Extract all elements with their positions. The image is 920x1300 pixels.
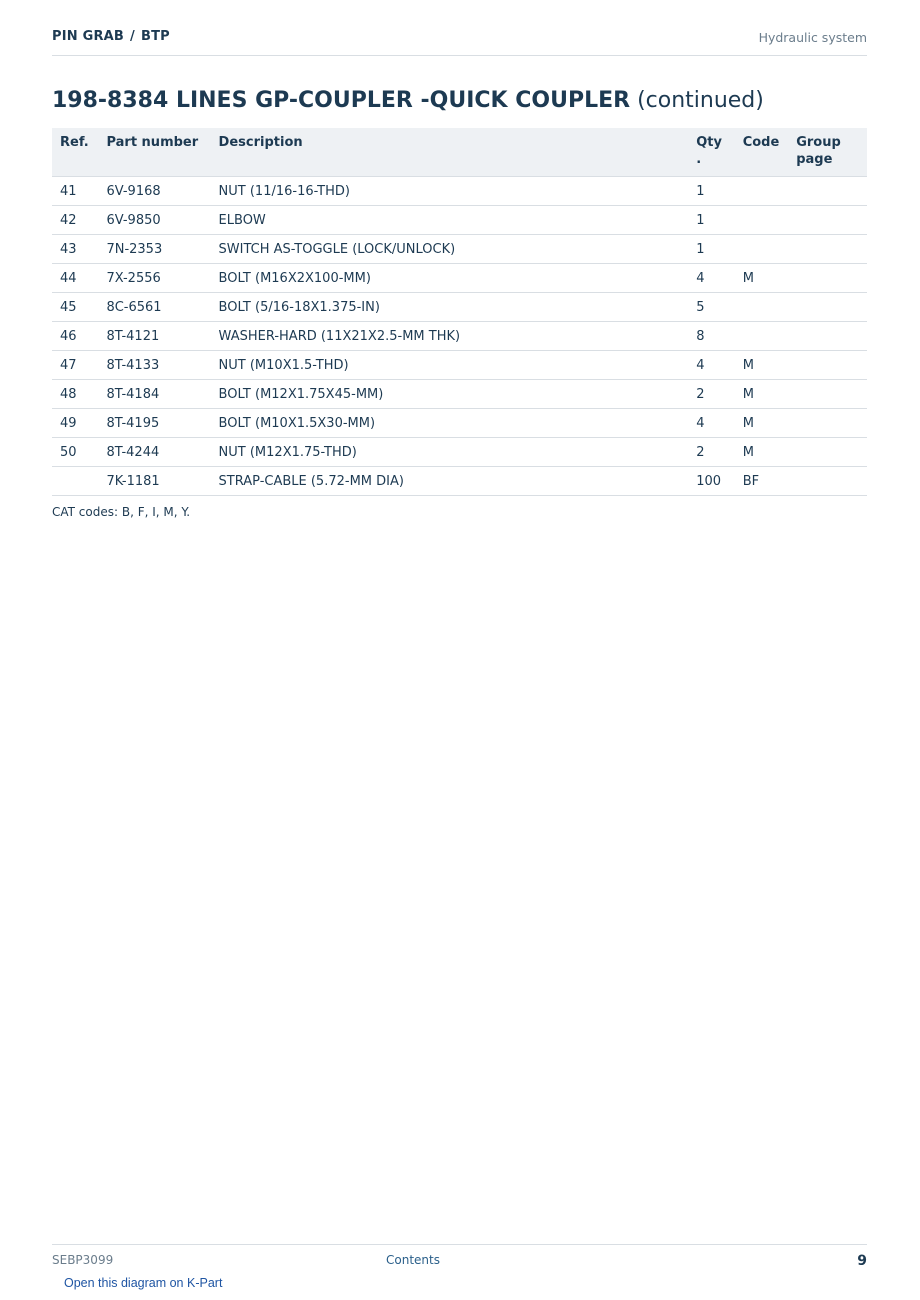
table-row — [52, 351, 867, 380]
cell-part-number: 8T-4195 — [98, 409, 210, 438]
cell-description: NUT (M10X1.5-THD) — [211, 351, 689, 380]
cell-code: M — [735, 438, 789, 467]
cell-qty: 8 — [688, 322, 734, 351]
cell-ref — [52, 467, 98, 496]
cell-ref: 41 — [52, 177, 98, 206]
breadcrumb-separator: / — [130, 29, 135, 44]
table-row — [52, 206, 867, 235]
breadcrumb-item-machine: PIN GRAB — [52, 29, 125, 44]
cell-code — [735, 293, 789, 322]
cell-part-number: 8T-4184 — [98, 380, 210, 409]
page-number: 9 — [857, 1253, 867, 1269]
parts-table — [52, 128, 867, 496]
table-row — [52, 409, 867, 438]
cell-ref: 47 — [52, 351, 98, 380]
cell-part-number: 8T-4121 — [98, 322, 210, 351]
cell-description: STRAP-CABLE (5.72-MM DIA) — [211, 467, 689, 496]
cell-group-page — [788, 380, 867, 409]
cell-code — [735, 322, 789, 351]
table-row — [52, 235, 867, 264]
table-row — [52, 322, 867, 351]
header-qty-line1: Qty — [696, 135, 722, 150]
page-header — [52, 28, 867, 56]
cell-part-number: 6V-9850 — [98, 206, 210, 235]
cell-ref: 43 — [52, 235, 98, 264]
cell-group-page — [788, 409, 867, 438]
cell-qty: 4 — [688, 264, 734, 293]
page-title — [52, 88, 867, 113]
cell-code — [735, 235, 789, 264]
cell-qty: 100 — [688, 467, 734, 496]
cell-group-page — [788, 235, 867, 264]
cell-qty: 2 — [688, 380, 734, 409]
document-code: SEBP3099 — [52, 1253, 114, 1267]
header-group-page — [788, 128, 867, 177]
cell-ref: 49 — [52, 409, 98, 438]
cell-code: M — [735, 351, 789, 380]
table-row — [52, 293, 867, 322]
title-suffix: (continued) — [637, 88, 764, 113]
cat-codes-note: CAT codes: B, F, I, M, Y. — [52, 505, 191, 519]
cell-group-page — [788, 351, 867, 380]
cell-description: ELBOW — [211, 206, 689, 235]
cell-code — [735, 177, 789, 206]
cell-group-page — [788, 264, 867, 293]
table-row — [52, 438, 867, 467]
cell-part-number: 8T-4244 — [98, 438, 210, 467]
cell-description: NUT (M12X1.75-THD) — [211, 438, 689, 467]
cell-group-page — [788, 206, 867, 235]
header-group-line1: Group — [796, 135, 841, 150]
header-description: Description — [211, 128, 689, 177]
section-name: Hydraulic system — [758, 30, 867, 45]
cell-ref: 46 — [52, 322, 98, 351]
cell-qty: 1 — [688, 206, 734, 235]
cell-description: BOLT (M12X1.75X45-MM) — [211, 380, 689, 409]
header-qty — [688, 128, 734, 177]
cell-part-number: 6V-9168 — [98, 177, 210, 206]
contents-link[interactable]: Contents — [386, 1253, 440, 1267]
cell-part-number: 8C-6561 — [98, 293, 210, 322]
cell-qty: 4 — [688, 351, 734, 380]
header-qty-line2: . — [696, 152, 702, 167]
cell-group-page — [788, 438, 867, 467]
page-footer — [52, 1244, 867, 1275]
table-header-row — [52, 128, 867, 177]
table-row — [52, 467, 867, 496]
cell-qty: 5 — [688, 293, 734, 322]
cell-ref: 45 — [52, 293, 98, 322]
cell-ref: 42 — [52, 206, 98, 235]
cell-code: BF — [735, 467, 789, 496]
cell-code: M — [735, 380, 789, 409]
cell-group-page — [788, 177, 867, 206]
table-row — [52, 177, 867, 206]
cell-description: BOLT (M16X2X100-MM) — [211, 264, 689, 293]
cell-qty: 1 — [688, 177, 734, 206]
cell-ref: 44 — [52, 264, 98, 293]
cell-group-page — [788, 322, 867, 351]
cell-description: NUT (11/16-16-THD) — [211, 177, 689, 206]
cell-description: BOLT (M10X1.5X30-MM) — [211, 409, 689, 438]
cell-code — [735, 206, 789, 235]
breadcrumb — [52, 29, 170, 44]
open-diagram-link[interactable]: Open this diagram on K-Part — [64, 1276, 223, 1290]
table-row — [52, 380, 867, 409]
header-part-number: Part number — [98, 128, 210, 177]
header-group-line2: page — [796, 152, 833, 167]
cell-description: BOLT (5/16-18X1.375-IN) — [211, 293, 689, 322]
header-code: Code — [735, 128, 789, 177]
cell-description: SWITCH AS-TOGGLE (LOCK/UNLOCK) — [211, 235, 689, 264]
table-row — [52, 264, 867, 293]
cell-description: WASHER-HARD (11X21X2.5-MM THK) — [211, 322, 689, 351]
cell-ref: 48 — [52, 380, 98, 409]
cell-group-page — [788, 467, 867, 496]
cell-ref: 50 — [52, 438, 98, 467]
cell-part-number: 7K-1181 — [98, 467, 210, 496]
cell-part-number: 8T-4133 — [98, 351, 210, 380]
header-ref: Ref. — [52, 128, 98, 177]
cell-qty: 4 — [688, 409, 734, 438]
title-main: 198-8384 LINES GP-COUPLER -QUICK COUPLER — [52, 88, 631, 113]
breadcrumb-item-model: BTP — [140, 29, 170, 44]
cell-qty: 1 — [688, 235, 734, 264]
cell-code: M — [735, 409, 789, 438]
cell-group-page — [788, 293, 867, 322]
cell-part-number: 7N-2353 — [98, 235, 210, 264]
cell-part-number: 7X-2556 — [98, 264, 210, 293]
cell-code: M — [735, 264, 789, 293]
cell-qty: 2 — [688, 438, 734, 467]
